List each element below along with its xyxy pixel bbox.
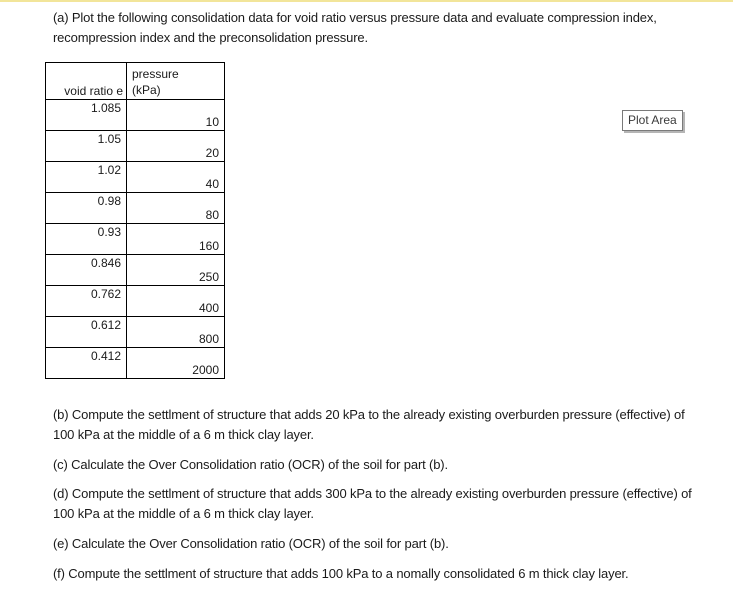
table-row	[46, 286, 225, 317]
question-c-text: (c) Calculate the Over Consolidation ratio (OCR) of the soil for part (b).	[53, 457, 448, 472]
table-header-row	[46, 63, 225, 100]
cell-void-ratio: 0.846	[46, 255, 127, 286]
question-f-text: (f) Compute the settlment of structure that adds 100 kPa to a nomally consolidated 6 m thick clay layer.	[53, 566, 629, 581]
cell-pressure: 160	[127, 224, 225, 255]
cell-void-ratio: 1.02	[46, 162, 127, 193]
top-rule	[0, 0, 733, 2]
table-row	[46, 100, 225, 131]
cell-pressure: 400	[127, 286, 225, 317]
header-pressure	[127, 63, 225, 100]
table-row	[46, 162, 225, 193]
cell-void-ratio: 0.612	[46, 317, 127, 348]
cell-void-ratio: 1.085	[46, 100, 127, 131]
cell-pressure: 10	[127, 100, 225, 131]
cell-void-ratio: 0.762	[46, 286, 127, 317]
cell-void-ratio: 0.98	[46, 193, 127, 224]
question-a-text: (a) Plot the following consolidation data for void ratio versus pressure data and evaluate compression index, recompression index and the preconsolidation pressure.	[53, 10, 657, 45]
table-row	[46, 317, 225, 348]
cell-void-ratio: 0.93	[46, 224, 127, 255]
question-e-text: (e) Calculate the Over Consolidation ratio (OCR) of the soil for part (b).	[53, 536, 449, 551]
cell-void-ratio: 1.05	[46, 131, 127, 162]
cell-pressure: 2000	[127, 348, 225, 379]
cell-pressure: 40	[127, 162, 225, 193]
question-d-text: (d) Compute the settlment of structure that adds 300 kPa to the already existing overburden pressure (effective) of 100 kPa at the middle of a 6 m thick clay layer.	[53, 486, 692, 521]
table-row	[46, 224, 225, 255]
cell-pressure: 800	[127, 317, 225, 348]
table-row	[46, 255, 225, 286]
cell-pressure: 250	[127, 255, 225, 286]
table-row	[46, 131, 225, 162]
header-void-ratio: void ratio e	[46, 63, 127, 100]
plot-area-tooltip: Plot Area	[622, 110, 683, 131]
question-b-text: (b) Compute the settlment of structure that adds 20 kPa to the already existing overburden pressure (effective) of 100 kPa at the middle of a 6 m thick clay layer.	[53, 407, 685, 442]
consolidation-data-table	[45, 62, 225, 379]
cell-void-ratio: 0.412	[46, 348, 127, 379]
header-pressure-label: pressure (kPa)	[132, 67, 179, 97]
table-row	[46, 348, 225, 379]
table-row	[46, 193, 225, 224]
cell-pressure: 20	[127, 131, 225, 162]
cell-pressure: 80	[127, 193, 225, 224]
